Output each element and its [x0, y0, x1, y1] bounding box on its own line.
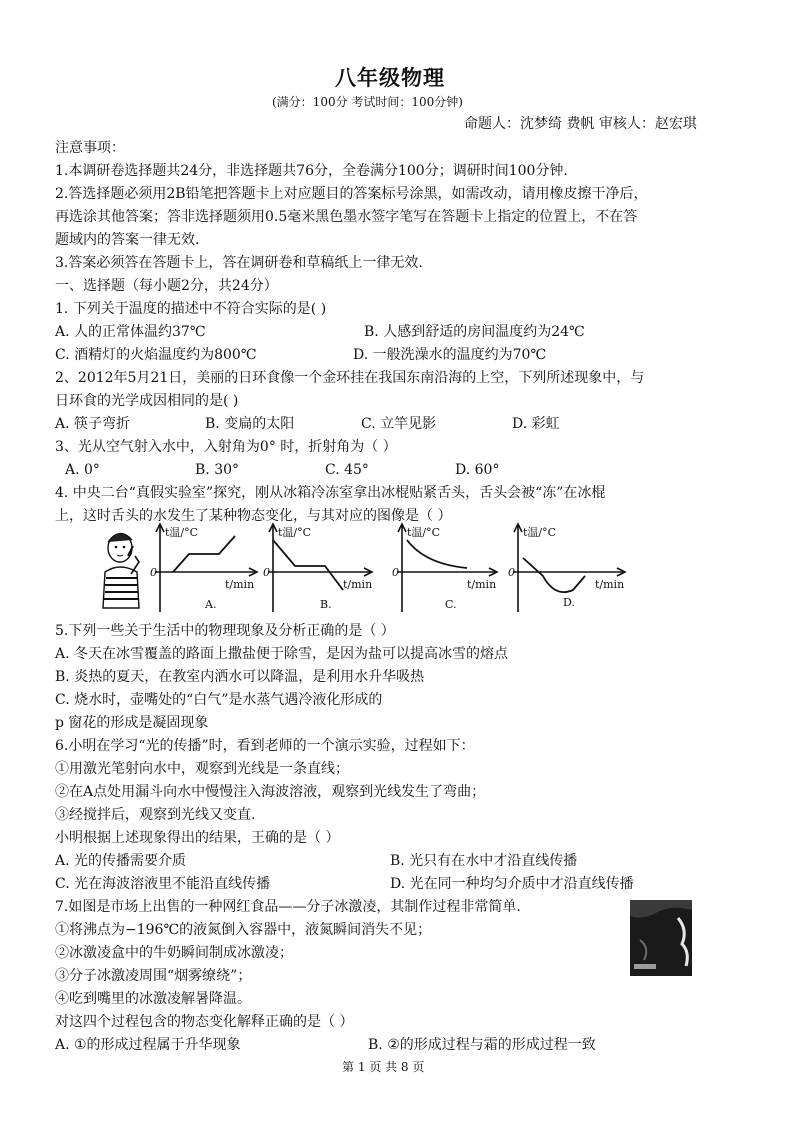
q3-option-d: D. 60°: [455, 462, 500, 478]
graph-d-curve: [523, 558, 585, 592]
graph-d-label: D.: [563, 596, 575, 609]
q5-option-b: B. 炎热的夏天，在教室内洒水可以降温，是利用水升华吸热: [55, 669, 425, 685]
graph-d-xlabel: t/min: [595, 578, 625, 591]
ice-cream-photo: [630, 900, 692, 976]
notice-item-3: 3.答案必须答在答题卡上，答在调研卷和草稿纸上一律无效.: [55, 255, 423, 271]
graph-c-origin: 0: [392, 566, 399, 579]
notice-item-1: 1.本调研卷选择题共24分，非选择题共76分，全卷满分100分；调研时间100分钟.: [55, 163, 568, 179]
notice-heading: 注意事项：: [55, 140, 125, 156]
page-number: 第 1 页 共 8 页: [342, 1060, 425, 1074]
q1-option-a: A. 人的正常体温约37℃: [55, 324, 206, 340]
q6-step-1: ①用激光笔射向水中，观察到光线是一条直线；: [55, 761, 349, 777]
q2-option-b: B. 变扁的太阳: [205, 416, 295, 432]
q1-stem: 1. 下列关于温度的描述中不符合实际的是( ): [55, 301, 327, 317]
graph-c-ylabel: t温/°C: [407, 526, 441, 539]
graph-d: [508, 524, 625, 612]
q7-step-4: ④吃到嘴里的冰激凌解暑降温。: [55, 991, 251, 1007]
q7-option-a: A. ①的形成过程属于升华现象: [55, 1037, 241, 1053]
q6-option-b: B. 光只有在水中才沿直线传播: [390, 853, 578, 869]
q4-figure: [95, 520, 635, 620]
q2-option-d: D. 彩虹: [512, 416, 560, 432]
graph-a-ylabel: t温/°C: [165, 526, 199, 539]
graph-b: [263, 524, 372, 612]
q5-stem: 5.下列一些关于生活中的物理现象及分析正确的是（ ）: [55, 623, 395, 639]
graph-b-label: B.: [320, 598, 332, 611]
authors: 命题人：沈梦绮 费帆 审核人：赵宏琪: [464, 116, 697, 132]
q5-option-a: A. 冬天在冰雪覆盖的路面上撒盐便于除雪，是因为盐可以提高冰雪的熔点: [55, 646, 509, 662]
graph-b-curve: [273, 540, 343, 590]
q7-step-2: ②冰激凌盒中的牛奶瞬间制成冰激凌；: [55, 945, 293, 961]
q7-stem: 7.如图是市场上出售的一种网红食品——分子冰激凌，其制作过程非常简单.: [55, 899, 521, 915]
notice-item-2-line-3: 题域内的答案一律无效.: [55, 232, 200, 248]
graph-c-curve: [407, 540, 467, 568]
graph-b-ylabel: t温/°C: [278, 526, 312, 539]
q3-option-a: A. 0°: [65, 462, 100, 478]
q7-question: 对这四个过程包含的物态变化解释正确的是（ ）: [55, 1014, 354, 1030]
graph-a-xlabel: t/min: [225, 578, 255, 591]
q5-option-c: C. 烧水时，壶嘴处的“白气”是水蒸气遇冷液化形成的: [55, 692, 383, 708]
q3-option-c: C. 45°: [325, 462, 369, 478]
q2-stem-line-2: 日环食的光学成因相同的是( ): [55, 393, 239, 409]
graph-b-origin: 0: [263, 566, 270, 579]
q6-question: 小明根据上述现象得出的结果，王确的是（ ）: [55, 830, 340, 846]
section-heading: 一、选择题（每小题2分，共24分）: [55, 278, 278, 294]
boy-illustration: [103, 533, 139, 608]
notice-item-2-line-2: 再选涂其他答案；答非选择题须用0.5毫米黑色墨水签字笔写在答题卡上指定的位置上，不在答: [55, 209, 638, 225]
graph-c: [392, 524, 497, 612]
q7-option-b: B. ②的形成过程与霜的形成过程一致: [368, 1037, 596, 1053]
q3-option-b: B. 30°: [195, 462, 240, 478]
q2-option-c: C. 立竿见影: [361, 416, 437, 432]
exam-info: (满分：100分 考试时间：100分钟): [272, 95, 463, 109]
q2-stem-line-1: 2、2012年5月21日，美丽的日环食像一个金环挂在我国东南沿海的上空，下列所述现象中，与: [55, 370, 645, 386]
notice-item-2-line-1: 2.答选择题必须用2B铅笔把答题卡上对应题目的答案标号涂黑，如需改动，请用橡皮擦干净后，: [55, 186, 648, 202]
graph-c-xlabel: t/min: [467, 578, 497, 591]
q4-stem-line-1: 4. 中央二台“真假实验室”探究，刚从冰箱冷冻室拿出冰棍贴紧舌头，舌头会被“冻”在冰棍: [55, 485, 606, 501]
graph-d-ylabel: t温/°C: [523, 526, 557, 539]
q1-option-c: C. 酒精灯的火焰温度约为800℃: [55, 347, 257, 363]
graph-a-label: A.: [205, 598, 217, 611]
graph-a-curve: [173, 536, 235, 572]
page-title: 八年级物理: [335, 66, 445, 90]
q1-option-d: D. 一般洗澡水的温度约为70℃: [353, 347, 547, 363]
q6-option-d: D. 光在同一种均匀介质中才沿直线传播: [390, 876, 634, 892]
q6-stem: 6.小明在学习“光的传播”时，看到老师的一个演示实验，过程如下：: [55, 738, 475, 754]
q6-step-3: ③经搅拌后，观察到光线又变直.: [55, 807, 256, 823]
q6-option-a: A. 光的传播需要介质: [55, 853, 187, 869]
q6-option-c: C. 光在海波溶液里不能沿直线传播: [55, 876, 271, 892]
q7-step-3: ③分子冰激凌周围“烟雾缭绕”；: [55, 968, 252, 984]
q1-option-b: B. 人感到舒适的房间温度约为24℃: [364, 324, 585, 340]
q6-step-2: ②在A点处用漏斗向水中慢慢注入海波溶液，观察到光线发生了弯曲；: [55, 784, 486, 800]
graph-a: [150, 524, 257, 612]
graph-d-origin: 0: [508, 566, 515, 579]
graph-b-xlabel: t/min: [343, 578, 373, 591]
q5-option-d: p 窗花的形成是凝固现象: [55, 715, 209, 731]
graph-c-label: C.: [445, 598, 457, 611]
q3-stem: 3、光从空气射入水中，入射角为0° 时，折射角为（ ）: [55, 439, 397, 455]
q7-step-1: ①将沸点为−196℃的液氮倒入容器中，液氮瞬间消失不见；: [55, 922, 432, 938]
q4-stem-line-2: 上，这时舌头的水发生了某种物态变化，与其对应的图像是（ ）: [55, 508, 452, 524]
q2-option-a: A. 筷子弯折: [55, 416, 131, 432]
graph-a-origin: 0: [150, 566, 157, 579]
